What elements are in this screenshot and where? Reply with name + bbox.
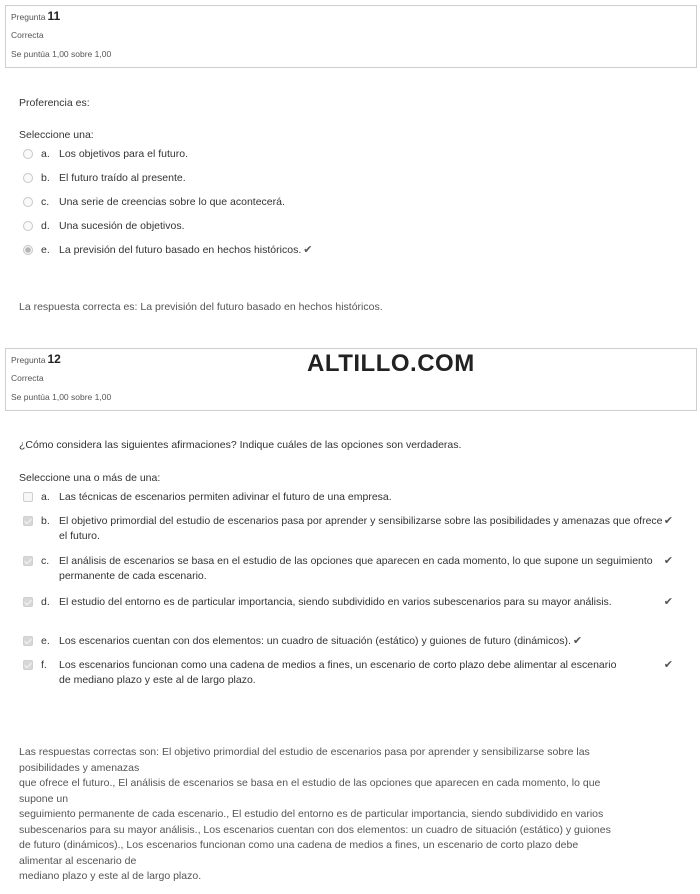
option-text: Los objetivos para el futuro. bbox=[59, 148, 188, 160]
check-icon: ✔ bbox=[572, 635, 583, 647]
option-letter: d. bbox=[41, 596, 50, 608]
check-icon: ✔ bbox=[663, 515, 673, 527]
check-icon: ✔ bbox=[663, 659, 673, 671]
question-number: 11 bbox=[47, 9, 61, 23]
option-text: Las técnicas de escenarios permiten adivinar el futuro de una empresa. bbox=[59, 491, 392, 503]
watermark: ALTILLO.COM bbox=[307, 350, 475, 377]
question-label-text: Pregunta bbox=[11, 12, 46, 22]
option-letter: e. bbox=[41, 244, 50, 256]
option-text: Los escenarios funcionan como una cadena de medios a fines, un escenario de corto plazo debe alimentar al escenario de mediano plazo y este al de largo plazo. bbox=[59, 659, 617, 686]
option-text: El objetivo primordial del estudio de escenarios pasa por aprender y sensibilizarse sobre las posibilidades y amenazas que ofrece el futuro. bbox=[59, 515, 663, 542]
checkbox-checked[interactable] bbox=[23, 597, 33, 607]
question-state: Correcta bbox=[11, 373, 44, 383]
option-text-label: Los escenarios cuentan con dos elementos: un cuadro de situación (estático) y guiones de futuro (dinámicos). bbox=[59, 635, 571, 647]
feedback-line: subescenarios para su mayor análisis., Los escenarios cuentan con dos elementos: un cuadro de situación (estático) y guiones bbox=[19, 823, 611, 836]
option-text: El futuro traído al presente. bbox=[59, 172, 186, 184]
option-text bbox=[59, 243, 663, 258]
checkbox[interactable] bbox=[23, 492, 33, 502]
feedback-line: que ofrece el futuro., El análisis de escenarios se basa en el estudio de las opciones que aparecen en cada momento, lo que bbox=[19, 777, 601, 789]
feedback-line: mediano plazo y este al de largo plazo. bbox=[19, 870, 202, 882]
checkbox-checked[interactable] bbox=[23, 636, 33, 646]
question-11-feedback: La respuesta correcta es: La previsión del futuro basado en hechos históricos. bbox=[19, 301, 383, 313]
option-letter: b. bbox=[41, 172, 50, 184]
option-text: Una sucesión de objetivos. bbox=[59, 220, 185, 232]
option-text: El estudio del entorno es de particular importancia, siendo subdividido en varios subescenarios para su mayor análisis. bbox=[59, 596, 612, 608]
feedback-line: supone un bbox=[19, 792, 69, 805]
question-number: 12 bbox=[47, 352, 61, 366]
question-label-text: Pregunta bbox=[11, 355, 46, 365]
checkbox-checked[interactable] bbox=[23, 516, 33, 526]
feedback-line: Las respuestas correctas son: El objetivo primordial del estudio de escenarios pasa por aprender y sensibilizarse sobre las bbox=[19, 746, 590, 758]
feedback-line: de futuro (dinámicos)., Los escenarios funcionan como una cadena de medios a fines, un escenario de corto plazo debe bbox=[19, 839, 579, 851]
feedback-line: alimentar al escenario de bbox=[19, 854, 137, 867]
option-letter: c. bbox=[41, 196, 50, 208]
question-12-prompt: Seleccione una o más de una: bbox=[19, 472, 161, 484]
option-letter: d. bbox=[41, 220, 50, 232]
option-letter: c. bbox=[41, 555, 50, 567]
question-grade: Se puntúa 1,00 sobre 1,00 bbox=[11, 49, 112, 59]
question-label bbox=[11, 10, 691, 23]
option-text: El análisis de escenarios se basa en el estudio de las opciones que aparecen en cada momento, lo que supone un seguimiento permanente de cada escenario. bbox=[59, 555, 653, 582]
check-icon: ✔ bbox=[663, 555, 673, 567]
question-grade: Se puntúa 1,00 sobre 1,00 bbox=[11, 392, 112, 402]
checkbox-checked[interactable] bbox=[23, 556, 33, 566]
check-icon: ✔ bbox=[663, 596, 673, 608]
option-letter: e. bbox=[41, 635, 50, 647]
radio-button[interactable] bbox=[23, 221, 33, 231]
question-12-feedback bbox=[19, 745, 681, 885]
question-state: Correcta bbox=[11, 30, 44, 40]
question-12-text: ¿Cómo considera las siguientes afirmaciones? Indique cuáles de las opciones son verdaderas. bbox=[19, 439, 462, 451]
option-text: Una serie de creencias sobre lo que acontecerá. bbox=[59, 196, 285, 208]
feedback-line: seguimiento permanente de cada escenario., El estudio del entorno es de particular importancia, siendo subdividido en varios bbox=[19, 808, 604, 820]
option-letter: a. bbox=[41, 491, 50, 503]
option-text-label: La previsión del futuro basado en hechos históricos. bbox=[59, 244, 302, 256]
question-11-prompt: Seleccione una: bbox=[19, 129, 94, 141]
option-letter: a. bbox=[41, 148, 50, 160]
question-11-text: Proferencia es: bbox=[19, 97, 90, 109]
option-letter: f. bbox=[41, 659, 47, 671]
radio-button[interactable] bbox=[23, 149, 33, 159]
checkbox-checked[interactable] bbox=[23, 660, 33, 670]
option-text bbox=[59, 634, 663, 649]
option-letter: b. bbox=[41, 515, 50, 527]
radio-button[interactable] bbox=[23, 173, 33, 183]
feedback-line: posibilidades y amenazas bbox=[19, 761, 140, 774]
radio-button-selected[interactable] bbox=[23, 245, 33, 255]
radio-button[interactable] bbox=[23, 197, 33, 207]
check-icon: ✔ bbox=[303, 244, 313, 256]
question-11-info bbox=[5, 5, 697, 68]
